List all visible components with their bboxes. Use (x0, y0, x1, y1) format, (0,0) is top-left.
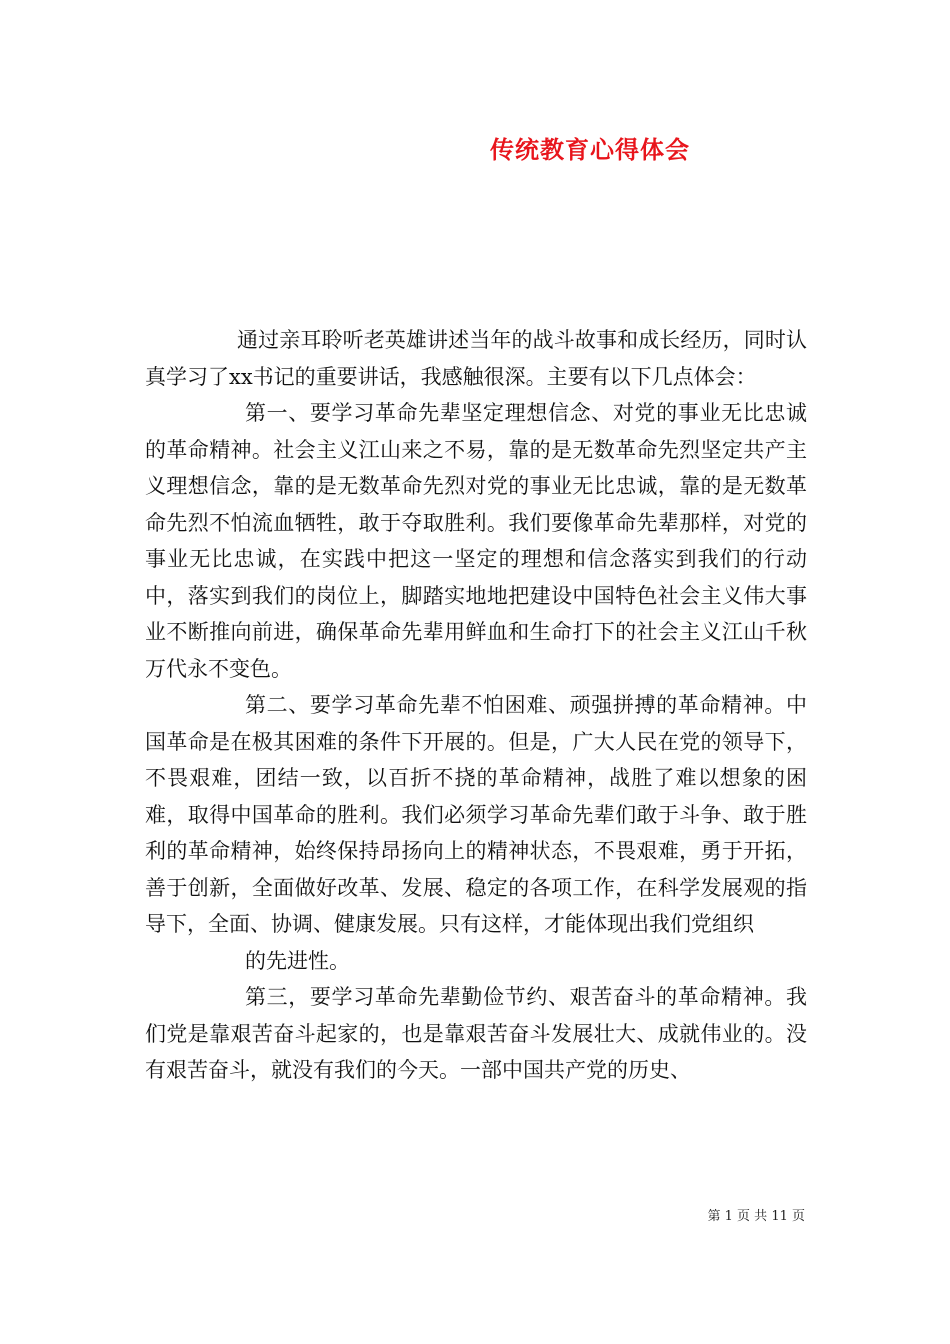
page-number-footer: 第 1 页 共 11 页 (707, 1209, 805, 1224)
document-title: 传统教育心得体会 (490, 135, 690, 164)
document-body (145, 322, 807, 1089)
paragraph-third-point: 第三，要学习革命先辈勤俭节约、艰苦奋斗的革命精神。我们党是靠艰苦奋斗起家的，也是靠艰苦奋斗发展壮大、成就伟业的。没有艰苦奋斗，就没有我们的今天。一部中国共产党的历史、 (145, 985, 807, 1082)
paragraph-first-point: 第一、要学习革命先辈坚定理想信念、对党的事业无比忠诚的革命精神。社会主义江山来之不易，靠的是无数革命先烈坚定共产主义理想信念，靠的是无数革命先烈对党的事业无比忠诚，靠的是无数革命先烈不怕流血牺牲，敢于夺取胜利。我们要像革命先辈那样，对党的事业无比忠诚，在实践中把这一坚定的理想和信念落实到我们的行动中，落实到我们的岗位上，脚踏实地地把建设中国特色社会主义伟大事业不断推向前进，确保革命先辈用鲜血和生命打下的社会主义江山千秋万代永不变色。 (145, 401, 807, 681)
paragraph-continuation: 的先进性。 (245, 948, 350, 973)
paragraph-second-point: 第二、要学习革命先辈不怕困难、顽强拼搏的革命精神。中国革命是在极其困难的条件下开展的。但是，广大人民在党的领导下，不畏艰难，团结一致，以百折不挠的革命精神，战胜了难以想象的困难，取得中国革命的胜利。我们必须学习革命先辈们敢于斗争、敢于胜利的革命精神，始终保持昂扬向上的精神状态，不畏艰难，勇于开拓，善于创新，全面做好改革、发展、稳定的各项工作，在科学发展观的指导下，全面、协调、健康发展。只有这样，才能体现出我们党组织 (145, 693, 807, 936)
paragraph-intro: 通过亲耳聆听老英雄讲述当年的战斗故事和成长经历，同时认真学习了xx书记的重要讲话，我感触很深。主要有以下几点体会： (145, 328, 807, 389)
